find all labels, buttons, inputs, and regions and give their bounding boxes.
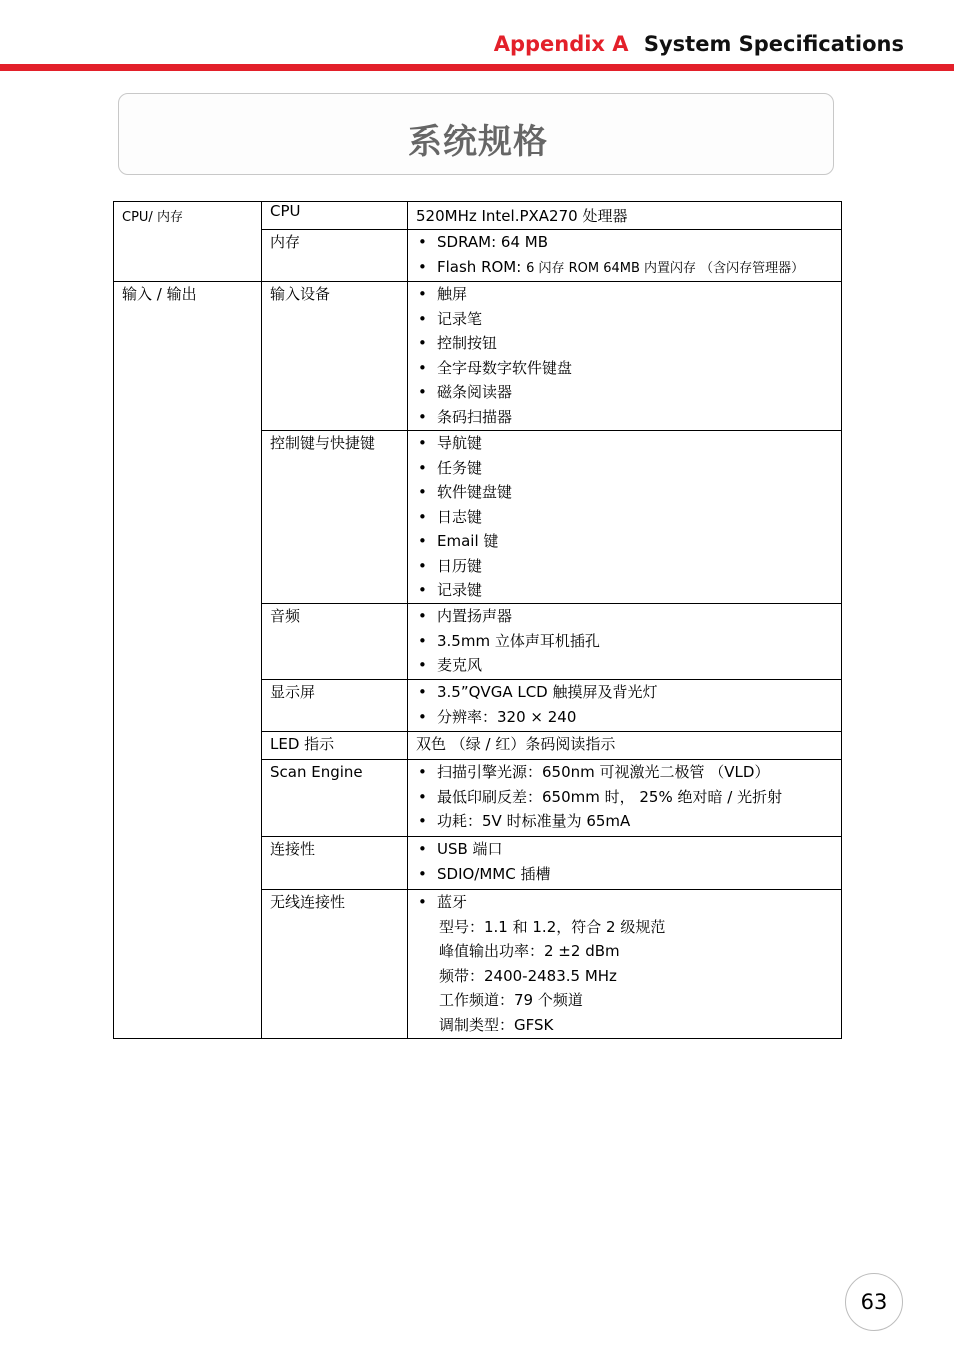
wireless-list: [416, 890, 833, 915]
list-item: • 磁条阅读器: [416, 380, 833, 405]
label-cell: [262, 680, 408, 732]
list-item: • 控制按钮: [416, 331, 833, 356]
memory-list: [416, 230, 833, 281]
wireless-detail: 调制类型：GFSK: [439, 1015, 554, 1034]
wireless-detail: 型号：1.1 和 1.2，符合 2 级规范: [439, 917, 666, 936]
list-item: • 内置扬声器: [416, 604, 833, 629]
list-item: • 功耗：5V 时标准量为 65mA: [416, 809, 833, 834]
label-cell: [262, 282, 408, 431]
list-item: • 扫描引擎光源：650nm 可视激光二极管 （VLD）: [416, 760, 833, 785]
value-cell: [408, 431, 842, 604]
value-cell: [408, 282, 842, 431]
led-label: LED 指示: [270, 735, 335, 753]
audio-list: [416, 604, 833, 678]
page-number: 63: [860, 1290, 888, 1314]
header-rule: [0, 64, 954, 71]
input-devices-list: [416, 282, 833, 429]
list-item: • 触屏: [416, 282, 833, 307]
label-cell: [262, 230, 408, 282]
list-item: • 任务键: [416, 456, 833, 481]
category-io: 输入 / 输出: [122, 285, 197, 303]
label-cell: [262, 890, 408, 1039]
label-cell: [262, 732, 408, 760]
scan-engine-label: Scan Engine: [270, 763, 363, 781]
header-section: System Specifications: [643, 32, 904, 56]
value-cell: [408, 202, 842, 230]
list-item: • 导航键: [416, 431, 833, 456]
list-item: • 记录笔: [416, 307, 833, 332]
page-number-badge: [845, 1273, 903, 1331]
value-cell: [408, 604, 842, 680]
value-cell: [408, 760, 842, 837]
connectivity-list: [416, 837, 833, 886]
flash-detail: 6 闪存 ROM 64MB 内置闪存 （含闪存管理器）: [526, 260, 805, 276]
value-cell: [408, 230, 842, 282]
list-item: • 条码扫描器: [416, 405, 833, 430]
list-item: • 3.5”QVGA LCD 触摸屏及背光灯: [416, 680, 833, 705]
flash-prefix: Flash ROM:: [437, 257, 527, 276]
value-cell: [408, 680, 842, 732]
keys-label: 控制键与快捷键: [270, 434, 376, 452]
page-title: 系统规格: [408, 122, 548, 162]
label-cell: [262, 202, 408, 230]
title-box: [118, 93, 834, 175]
scan-engine-list: [416, 760, 833, 834]
display-list: [416, 680, 833, 729]
header-appendix: Appendix A: [493, 32, 629, 56]
wireless-detail: 工作频道：79 个频道: [439, 991, 583, 1009]
cpu-value: 520MHz Intel.PXA270 处理器: [416, 207, 628, 225]
list-item: • 软件键盘键: [416, 480, 833, 505]
value-cell: [408, 837, 842, 890]
category-cell: [114, 202, 262, 282]
list-item: • 日历键: [416, 554, 833, 579]
label-cell: [262, 837, 408, 890]
table-row: [114, 202, 842, 230]
value-cell: [408, 732, 842, 760]
list-item: • 日志键: [416, 505, 833, 530]
display-label: 显示屏: [270, 683, 316, 701]
list-item: • 蓝牙: [416, 890, 833, 915]
label-cell: [262, 760, 408, 837]
category-cpu-memory: CPU/ 内存: [122, 210, 183, 225]
list-item: • 全字母数字软件键盘: [416, 356, 833, 381]
table-row: [114, 282, 842, 431]
list-item: • SDIO/MMC 插槽: [416, 862, 833, 887]
list-item: [416, 255, 833, 282]
value-cell: [408, 890, 842, 1039]
input-devices-label: 输入设备: [270, 285, 331, 303]
wireless-detail: 频带：2400-2483.5 MHz: [439, 966, 617, 985]
list-item: • USB 端口: [416, 837, 833, 862]
list-item: • 最低印刷反差：650mm 时， 25% 绝对暗 / 光折射: [416, 785, 833, 810]
connectivity-label: 连接性: [270, 840, 316, 858]
list-item: • SDRAM: 64 MB: [416, 230, 833, 255]
led-value: 双色 （绿 / 红）条码阅读指示: [416, 735, 616, 753]
spec-table: [113, 201, 842, 1039]
list-item: • 分辨率：320 × 240: [416, 705, 833, 730]
keys-list: [416, 431, 833, 603]
wireless-label: 无线连接性: [270, 893, 346, 911]
memory-label: 内存: [270, 233, 301, 251]
list-item: • 麦克风: [416, 653, 833, 678]
list-item: • 3.5mm 立体声耳机插孔: [416, 629, 833, 654]
wireless-detail: 峰值输出功率：2 ±2 dBm: [439, 942, 620, 960]
category-cell: [114, 282, 262, 1039]
list-item: • 记录键: [416, 578, 833, 603]
label-cell: [262, 431, 408, 604]
label-cell: [262, 604, 408, 680]
list-item: • Email 键: [416, 529, 833, 554]
running-header: [494, 32, 904, 56]
cpu-label: CPU: [270, 202, 301, 220]
audio-label: 音频: [270, 607, 301, 625]
